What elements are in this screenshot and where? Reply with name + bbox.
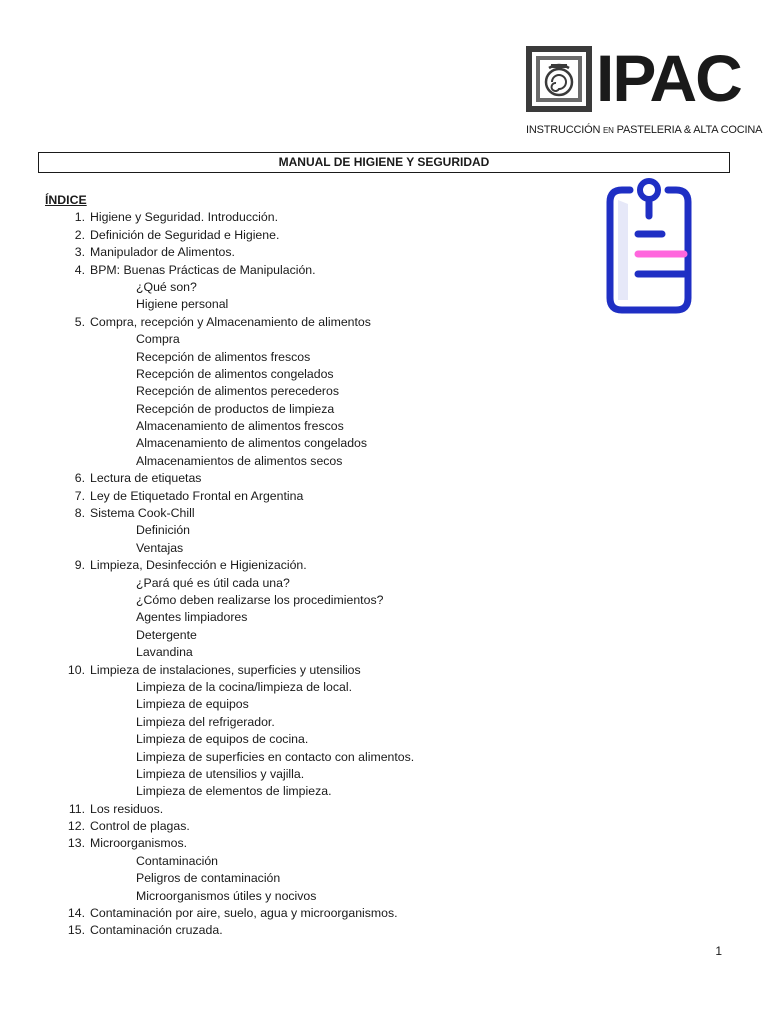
document-title: MANUAL DE HIGIENE Y SEGURIDAD [38, 152, 730, 173]
index-subitem: Recepción de alimentos perecederos [136, 384, 340, 399]
index-item-text: Lectura de etiquetas [90, 471, 202, 486]
logo-emblem-icon [524, 44, 594, 114]
index-item-number: 2. [74, 227, 85, 242]
index-subitem: Almacenamientos de alimentos secos [136, 453, 343, 468]
index-subitem: ¿Cómo deben realizarse los procedimientos? [136, 592, 384, 607]
index-subitem: Limpieza de utensilios y vajilla. [136, 766, 305, 781]
index-item-text: Compra, recepción y Almacenamiento de alimentos [90, 314, 371, 329]
index-subitem: Peligros de contaminación [136, 871, 281, 886]
index-item-text: Manipulador de Alimentos. [90, 245, 235, 260]
index-subitem: Ventajas [136, 540, 184, 555]
index-item [45, 922, 414, 939]
index-item-number: 6. [74, 471, 85, 486]
index-subitem: Limpieza de superficies en contacto con alimentos. [136, 749, 415, 764]
logo-tagline: INSTRUCCIÓN EN PASTELERIA & ALTA COCINA [526, 124, 763, 136]
index-item-text: Ley de Etiquetado Frontal en Argentina [90, 488, 304, 503]
index-list [45, 209, 414, 939]
index-subitem: ¿Pará qué es útil cada una? [136, 575, 290, 590]
index-item [45, 662, 414, 679]
index-item-text: Control de plagas. [90, 819, 190, 834]
index-subitem: Microorganismos útiles y nocivos [136, 888, 317, 903]
index-item-text: Contaminación por aire, suelo, agua y microorganismos. [90, 906, 398, 921]
index-subitem: Agentes limpiadores [136, 610, 248, 625]
table-of-contents [45, 192, 414, 940]
index-item [45, 905, 414, 922]
clipboard-icon [604, 176, 694, 314]
index-subitem: Limpieza del refrigerador. [136, 714, 275, 729]
index-item [45, 818, 414, 835]
index-item-number: 15. [67, 923, 85, 938]
index-item [45, 835, 414, 852]
index-item-text: Limpieza de instalaciones, superficies y utensilios [90, 662, 361, 677]
index-subitem: Definición [136, 523, 190, 538]
index-subitem: Almacenamiento de alimentos congelados [136, 436, 368, 451]
index-subitem: Limpieza de elementos de limpieza. [136, 784, 332, 799]
index-item [45, 488, 414, 505]
index-subitem: Recepción de productos de limpieza [136, 401, 335, 416]
index-item-number: 4. [74, 262, 85, 277]
page-number: 1 [715, 944, 722, 958]
index-item-number: 9. [74, 558, 85, 573]
index-subitem: Limpieza de la cocina/limpieza de local. [136, 679, 352, 694]
index-item-text: Sistema Cook-Chill [90, 506, 195, 521]
index-item [45, 801, 414, 818]
index-item-text: Higiene y Seguridad. Introducción. [90, 210, 278, 225]
index-item [45, 244, 414, 261]
index-item-number: 3. [74, 245, 85, 260]
index-subitem: Lavandina [136, 645, 193, 660]
index-subitem: Recepción de alimentos frescos [136, 349, 311, 364]
index-subitem: ¿Qué son? [136, 279, 197, 294]
index-subitem: Almacenamiento de alimentos frescos [136, 419, 344, 434]
index-item-text: Limpieza, Desinfección e Higienización. [90, 558, 307, 573]
logo-brand: IPAC [596, 41, 741, 115]
index-item-number: 7. [74, 488, 85, 503]
index-item [45, 557, 414, 574]
index-subitem: Limpieza de equipos de cocina. [136, 732, 309, 747]
index-subitem: Compra [136, 332, 180, 347]
index-item-number: 11. [68, 801, 85, 816]
index-item [45, 314, 414, 331]
index-item [45, 470, 414, 487]
index-item-number: 8. [74, 506, 85, 521]
index-subitem: Recepción de alimentos congelados [136, 366, 334, 381]
index-item-text: Microorganismos. [90, 836, 188, 851]
index-subitem: Higiene personal [136, 297, 229, 312]
index-item [45, 227, 414, 244]
index-item-number: 5. [74, 314, 85, 329]
index-item-number: 13. [67, 836, 85, 851]
index-heading: ÍNDICE [45, 193, 87, 207]
index-item-text: Contaminación cruzada. [90, 923, 223, 938]
index-item [45, 209, 414, 226]
index-subitem: Contaminación [136, 853, 219, 868]
index-subitem: Detergente [136, 627, 197, 642]
index-item-number: 14. [67, 906, 85, 921]
index-item-text: Definición de Seguridad e Higiene. [90, 227, 280, 242]
index-subitem: Limpieza de equipos [136, 697, 249, 712]
index-item-number: 1. [74, 210, 85, 225]
index-item-number: 10. [67, 662, 85, 677]
index-item-number: 12. [67, 819, 85, 834]
index-item-text: BPM: Buenas Prácticas de Manipulación. [90, 262, 316, 277]
index-item [45, 262, 414, 279]
ipac-logo [524, 41, 763, 140]
index-item [45, 505, 414, 522]
index-item-text: Los residuos. [90, 801, 164, 816]
